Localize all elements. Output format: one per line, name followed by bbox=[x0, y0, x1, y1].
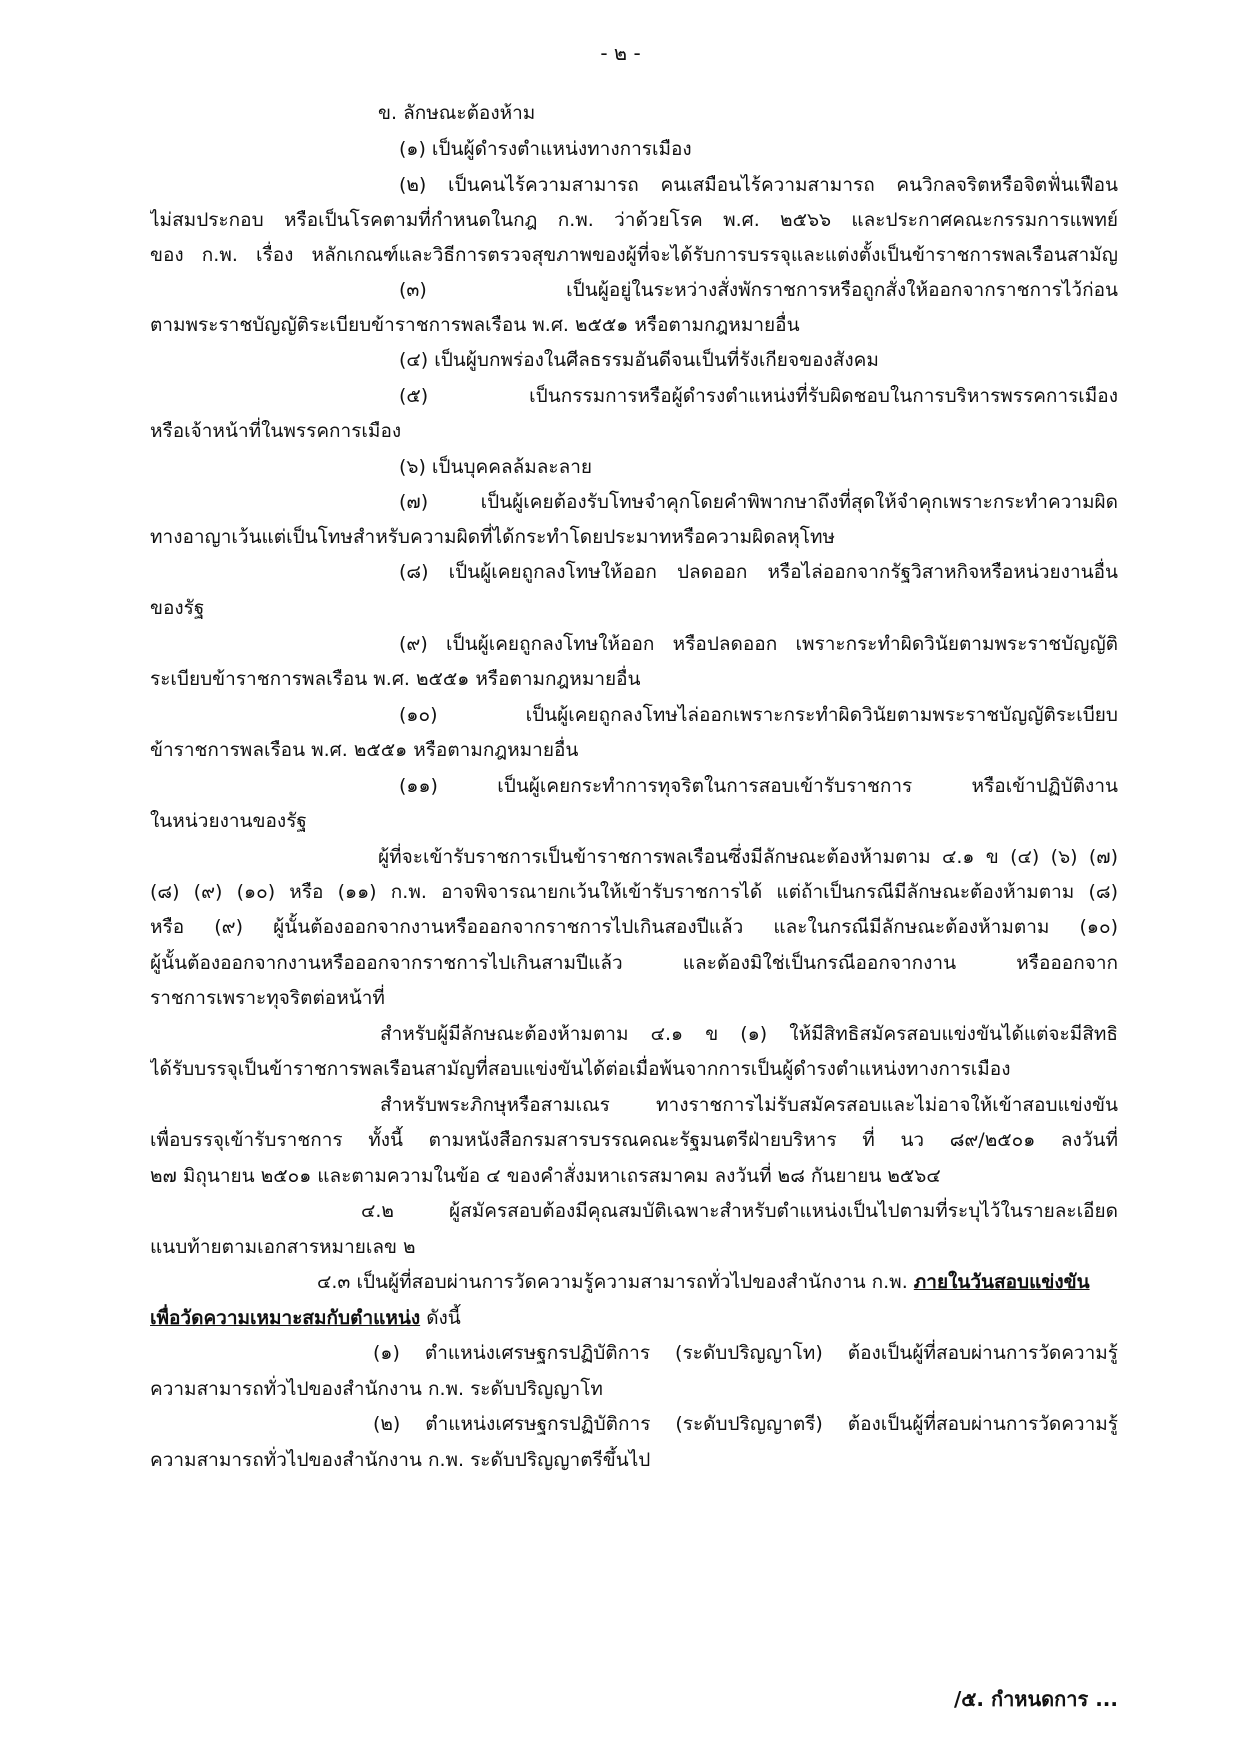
section-4-3-line bbox=[317, 1267, 1118, 1297]
section-4-3-text: ๔.๓ เป็นผู้ที่สอบผ่านการวัดความรู้ความสามารถทั่วไปของสำนักงาน ก.พ. bbox=[317, 1271, 914, 1293]
clause-line: (๑๐) เป็นผู้เคยถูกลงโทษไล่ออกเพราะกระทำผิดวินัยตามพระราชบัญญัติระเบียบ bbox=[399, 704, 1118, 726]
clause-line: ในหน่วยงานของรัฐ bbox=[150, 810, 307, 832]
clause-line: หรือเจ้าหน้าที่ในพรรคการเมือง bbox=[150, 420, 402, 442]
paragraph-line: ผู้ที่จะเข้ารับราชการเป็นข้าราชการพลเรือนซึ่งมีลักษณะต้องห้ามตาม ๔.๑ ข (๔) (๖) (๗) bbox=[378, 846, 1118, 868]
paragraph-line: สำหรับพระภิกษุหรือสามเณร ทางราชการไม่รับสมัครสอบและไม่อาจให้เข้าสอบแข่งขัน bbox=[380, 1094, 1118, 1116]
paragraph-line: เพื่อบรรจุเข้ารับราชการ ทั้งนี้ ตามหนังสือกรมสารบรรณคณะรัฐมนตรีฝ่ายบริหาร ที่ นว ๘๙/๒๕๐๑ ลงวันที่ bbox=[150, 1129, 1118, 1151]
clause-line: ทางอาญาเว้นแต่เป็นโทษสำหรับความผิดที่ได้กระทำโดยประมาทหรือความผิดลหุโทษ bbox=[150, 526, 836, 548]
section-4-3-item: (๒) ตำแหน่งเศรษฐกรปฏิบัติการ (ระดับปริญญาตรี) ต้องเป็นผู้ที่สอบผ่านการวัดความรู้ bbox=[373, 1413, 1118, 1435]
paragraph-line: ได้รับบรรจุเป็นข้าราชการพลเรือนสามัญที่สอบแข่งขันได้ต่อเมื่อพ้นจากการเป็นผู้ดำรงตำแหน่งทางการเมือง bbox=[150, 1058, 1011, 1080]
clause-line: (๑) เป็นผู้ดำรงตำแหน่งทางการเมือง bbox=[399, 138, 692, 160]
section-4-3-emphasis: ภายในวันสอบแข่งขัน bbox=[913, 1271, 1090, 1293]
section-4-3-item: ความสามารถทั่วไปของสำนักงาน ก.พ. ระดับปริญญาตรีขึ้นไป bbox=[150, 1449, 651, 1471]
paragraph-line: ผู้นั้นต้องออกจากงานหรือออกจากราชการไปเกินสามปีแล้ว และต้องมิใช่เป็นกรณีออกจากงาน หรือออกจาก bbox=[150, 952, 1118, 974]
clause-line: (๖) เป็นบุคคลล้มละลาย bbox=[399, 456, 593, 478]
clause-line: ของรัฐ bbox=[150, 597, 205, 619]
clause-line: (๕) เป็นกรรมการหรือผู้ดำรงตำแหน่งที่รับผิดชอบในการบริหารพรรคการเมือง bbox=[399, 385, 1118, 407]
section-4-3-emphasis: เพื่อวัดความเหมาะสมกับตำแหน่ง bbox=[150, 1307, 421, 1329]
clause-line: (๓) เป็นผู้อยู่ในระหว่างสั่งพักราชการหรือถูกสั่งให้ออกจากราชการไว้ก่อน bbox=[399, 279, 1118, 301]
section-4-3-line bbox=[150, 1303, 1118, 1333]
paragraph-line: ราชการเพราะทุจริตต่อหน้าที่ bbox=[150, 987, 385, 1009]
clause-line: ตามพระราชบัญญัติระเบียบข้าราชการพลเรือน พ.ศ. ๒๕๕๑ หรือตามกฎหมายอื่น bbox=[150, 314, 800, 336]
paragraph-line: สำหรับผู้มีลักษณะต้องห้ามตาม ๔.๑ ข (๑) ให้มีสิทธิสมัครสอบแข่งขันได้แต่จะมีสิทธิ bbox=[380, 1023, 1118, 1045]
section-4-3-text: ดังนี้ bbox=[420, 1307, 461, 1329]
section-4-3-item: (๑) ตำแหน่งเศรษฐกรปฏิบัติการ (ระดับปริญญาโท) ต้องเป็นผู้ที่สอบผ่านการวัดความรู้ bbox=[373, 1342, 1118, 1364]
clause-line: ข้าราชการพลเรือน พ.ศ. ๒๕๕๑ หรือตามกฎหมายอื่น bbox=[150, 739, 579, 761]
continuation-footer: /๕. กำหนดการ ... bbox=[953, 1687, 1118, 1711]
clause-line: (๗) เป็นผู้เคยต้องรับโทษจำคุกโดยคำพิพากษาถึงที่สุดให้จำคุกเพราะกระทำความผิด bbox=[399, 491, 1118, 513]
clause-line: (๑๑) เป็นผู้เคยกระทำการทุจริตในการสอบเข้ารับราชการ หรือเข้าปฏิบัติงาน bbox=[399, 775, 1118, 797]
section-4-2-line: ๔.๒ ผู้สมัครสอบต้องมีคุณสมบัติเฉพาะสำหรับตำแหน่งเป็นไปตามที่ระบุไว้ในรายละเอียด bbox=[361, 1200, 1118, 1222]
section-4-2-line: แนบท้ายตามเอกสารหมายเลข ๒ bbox=[150, 1236, 416, 1258]
paragraph-line: ๒๗ มิถุนายน ๒๕๐๑ และตามความในข้อ ๔ ของคำสั่งมหาเถรสมาคม ลงวันที่ ๒๘ กันยายน ๒๕๖๔ bbox=[150, 1165, 941, 1187]
paragraph-line: (๘) (๙) (๑๐) หรือ (๑๑) ก.พ. อาจพิจารณายกเว้นให้เข้ารับราชการได้ แต่ถ้าเป็นกรณีมีลักษณะต้องห้ามตาม (๘) bbox=[150, 881, 1118, 903]
clause-line: ของ ก.พ. เรื่อง หลักเกณฑ์และวิธีการตรวจสุขภาพของผู้ที่จะได้รับการบรรจุและแต่งตั้งเป็นข้าราชการพลเรือนสามัญ bbox=[150, 244, 1118, 266]
clause-line: (๘) เป็นผู้เคยถูกลงโทษให้ออก ปลดออก หรือไล่ออกจากรัฐวิสาหกิจหรือหน่วยงานอื่น bbox=[399, 561, 1118, 583]
clause-line: ระเบียบข้าราชการพลเรือน พ.ศ. ๒๕๕๑ หรือตามกฎหมายอื่น bbox=[150, 668, 641, 690]
clause-line: ไม่สมประกอบ หรือเป็นโรคตามที่กำหนดในกฎ ก.พ. ว่าด้วยโรค พ.ศ. ๒๕๖๖ และประกาศคณะกรรมการแพทย์ bbox=[150, 209, 1118, 231]
clause-line: (๒) เป็นคนไร้ความสามารถ คนเสมือนไร้ความสามารถ คนวิกลจริตหรือจิตฟั่นเฟือน bbox=[399, 174, 1118, 196]
clause-line: (๔) เป็นผู้บกพร่องในศีลธรรมอันดีจนเป็นที่รังเกียจของสังคม bbox=[399, 349, 879, 371]
page-number: - ๒ - bbox=[600, 41, 641, 65]
section-4-3-item: ความสามารถทั่วไปของสำนักงาน ก.พ. ระดับปริญญาโท bbox=[150, 1378, 603, 1400]
clause-line: (๙) เป็นผู้เคยถูกลงโทษให้ออก หรือปลดออก เพราะกระทำผิดวินัยตามพระราชบัญญัติ bbox=[399, 633, 1118, 655]
heading-prohibited: ข. ลักษณะต้องห้าม bbox=[378, 102, 536, 124]
paragraph-line: หรือ (๙) ผู้นั้นต้องออกจากงานหรือออกจากราชการไปเกินสองปีแล้ว และในกรณีมีลักษณะต้องห้ามตาม (๑๐) bbox=[150, 916, 1118, 938]
